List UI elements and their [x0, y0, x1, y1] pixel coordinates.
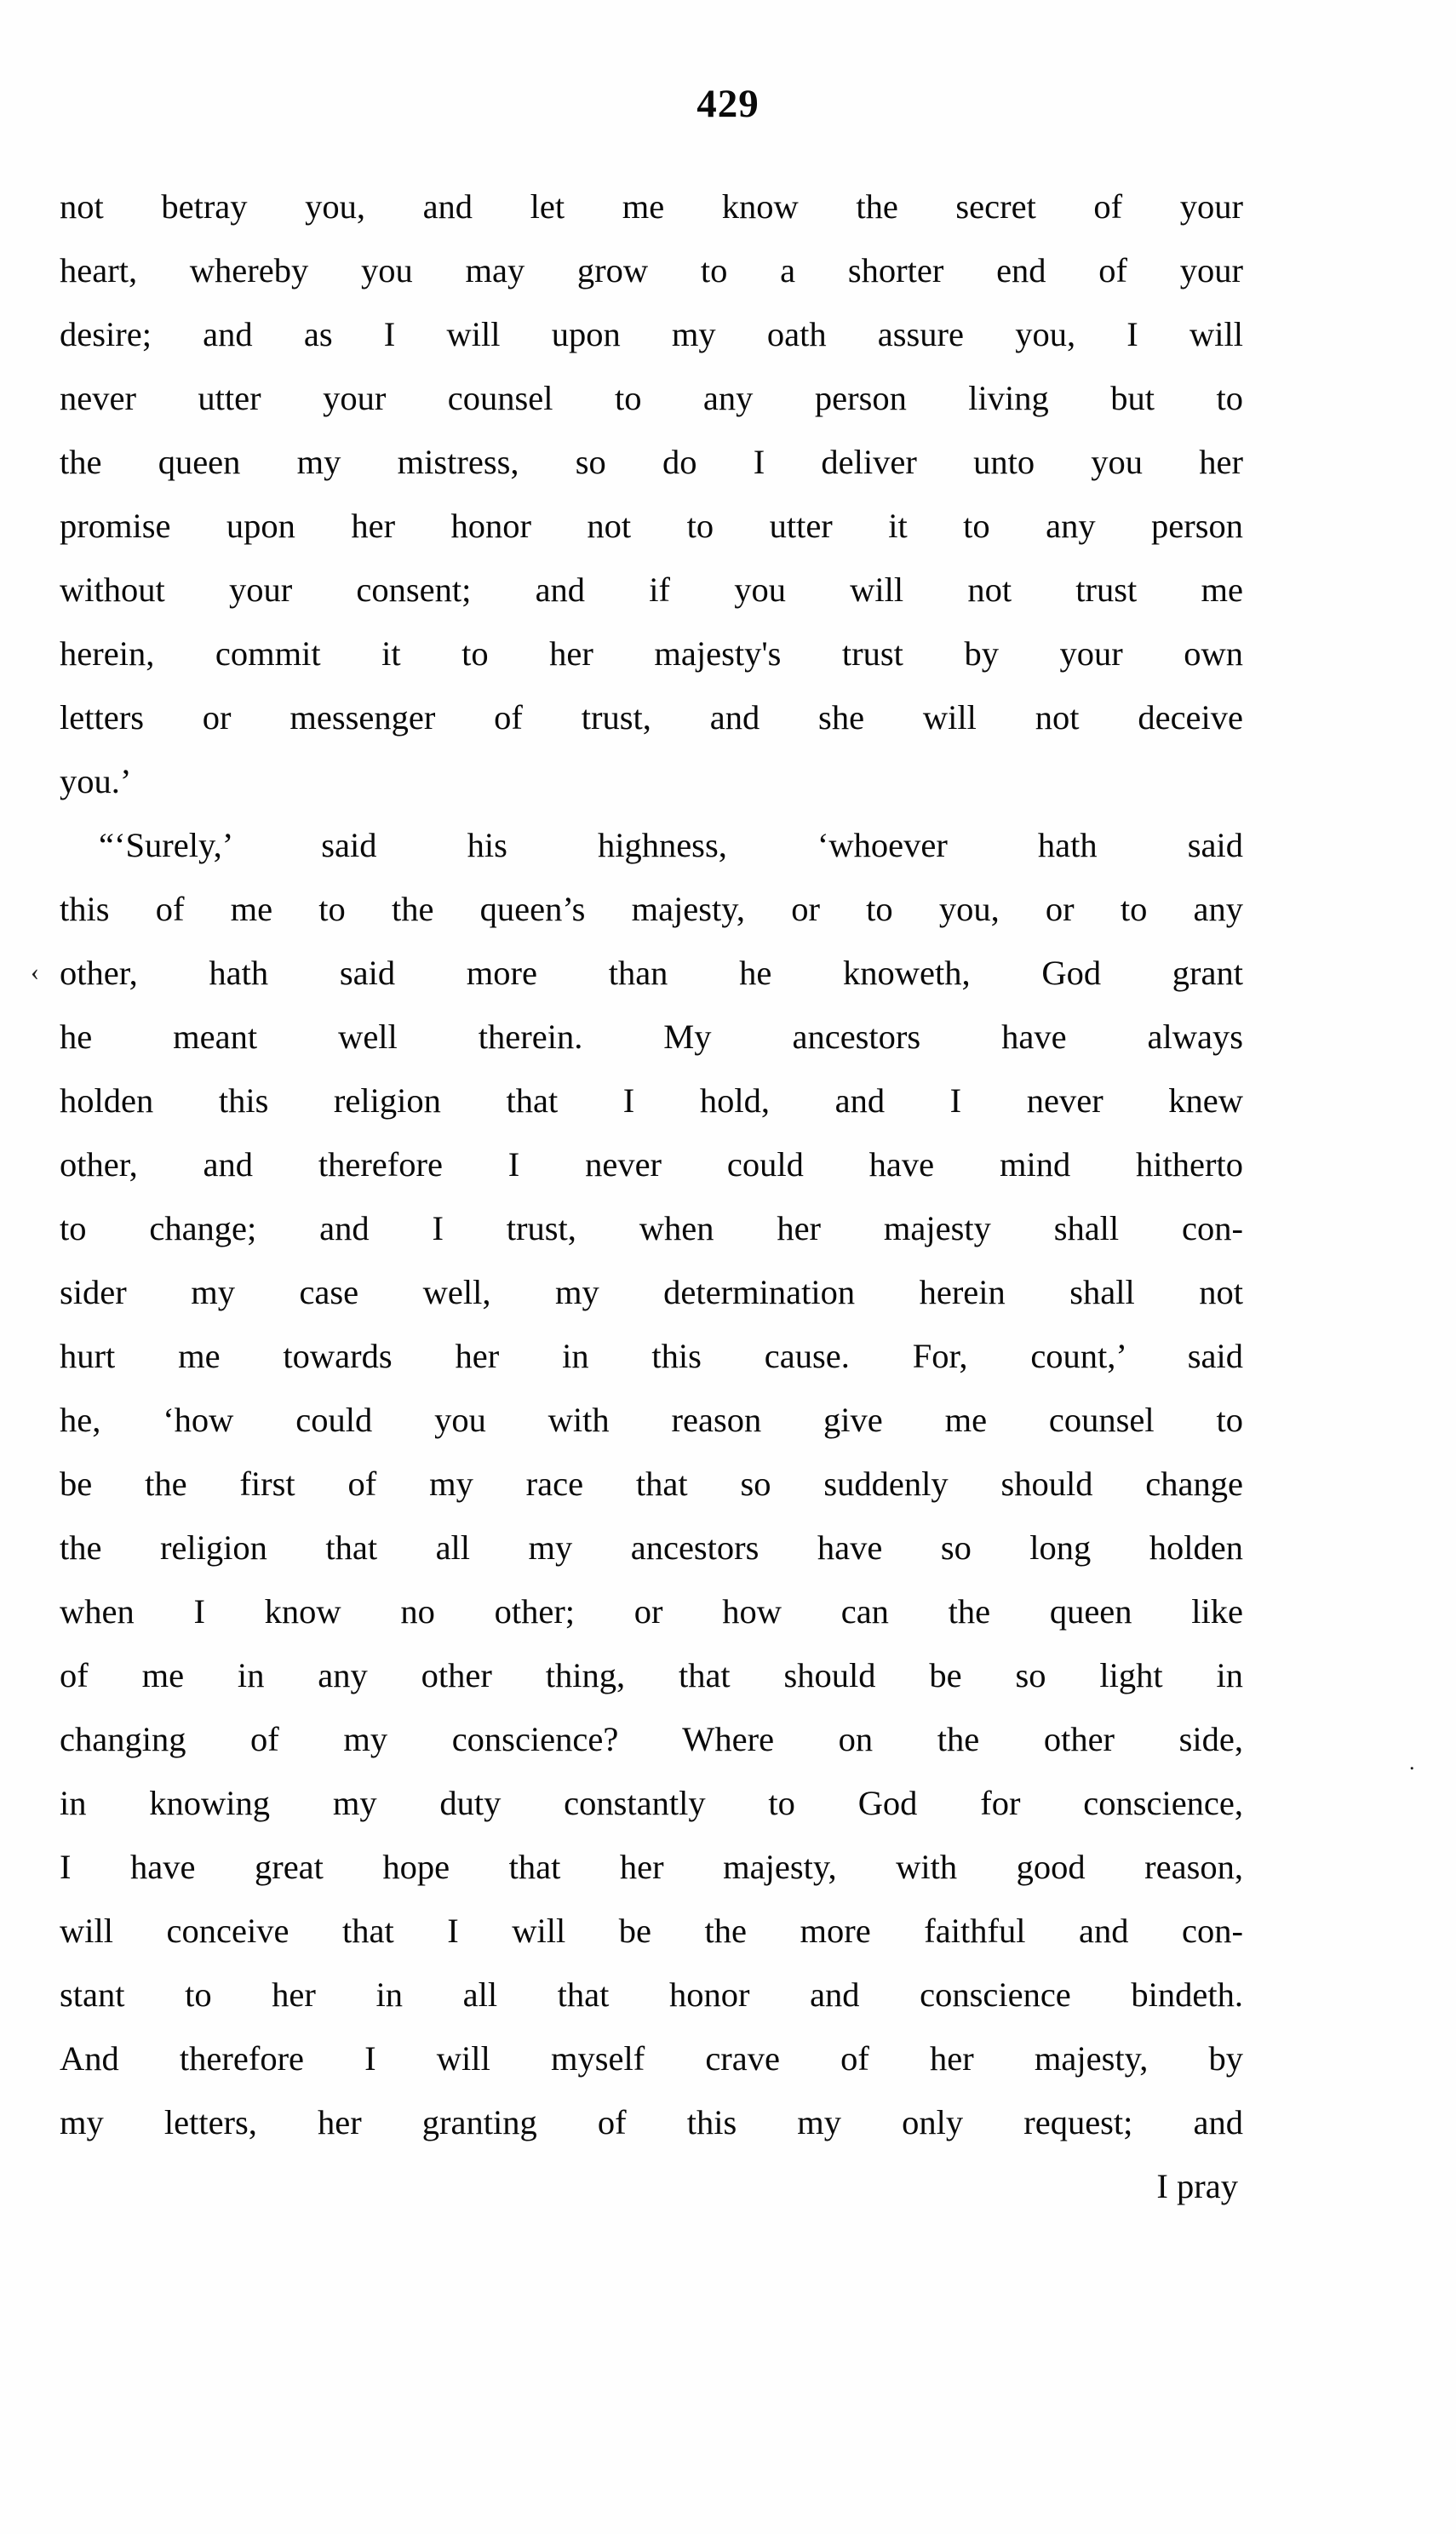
text-line: promise upon her honor not to utter it to any person [60, 507, 1243, 545]
catchword: I pray [1156, 2167, 1238, 2205]
text-line: without your consent; and if you will not trust me [60, 570, 1243, 609]
text-line: in knowing my duty constantly to God for conscience, [60, 1784, 1243, 1822]
text-line: desire; and as I will upon my oath assure you, I will [60, 315, 1243, 353]
text-line: sider my case well, my determination herein shall not [60, 1273, 1243, 1311]
text-line: to change; and I trust, when her majesty shall con- [60, 1209, 1243, 1247]
text-line: he meant well therein. My ancestors have always [60, 1018, 1243, 1056]
text-line: he, ‘how could you with reason give me counsel to [60, 1401, 1243, 1439]
page-number: 429 [696, 82, 760, 126]
text-line: changing of my conscience? Where on the other side, [60, 1720, 1243, 1758]
text-line: will conceive that I will be the more faithful and con- [60, 1912, 1243, 1950]
text-line: not betray you, and let me know the secret of your [60, 187, 1243, 226]
text-line: I have great hope that her majesty, with good reason, [60, 1848, 1243, 1886]
paragraph-2 [60, 813, 1243, 2218]
text-line: stant to her in all that honor and conscience bindeth. [60, 1975, 1243, 2014]
text-line: letters or messenger of trust, and she will not deceive [60, 698, 1243, 737]
text-line: And therefore I will myself crave of her majesty, by [60, 2039, 1243, 2078]
text-line: “‘Surely,’ said his highness, ‘whoever hath said [99, 826, 1243, 864]
text-line: never utter your counsel to any person living but to [60, 379, 1243, 417]
marginal-mark-right: . [1409, 1750, 1415, 1774]
text-line: be the first of my race that so suddenly should change [60, 1465, 1243, 1503]
text-line: herein, commit it to her majesty's trust by your own [60, 634, 1243, 673]
text-line: my letters, her granting of this my only request; and [60, 2103, 1243, 2141]
text-line: this of me to the queen’s majesty, or to you, or to any [60, 890, 1243, 928]
text-line: the queen my mistress, so do I deliver unto you her [60, 443, 1243, 481]
text-line: the religion that all my ancestors have so long holden [60, 1528, 1243, 1567]
body-text [60, 175, 1243, 2218]
text-line: of me in any other thing, that should be so light in [60, 1656, 1243, 1694]
text-line: other, hath said more than he knoweth, God grant [60, 954, 1243, 992]
marginal-mark-left: ‹ [31, 958, 39, 986]
text-line: heart, whereby you may grow to a shorter end of your [60, 251, 1243, 290]
text-line: other, and therefore I never could have mind hitherto [60, 1145, 1243, 1184]
paragraph-1 [60, 175, 1243, 813]
text-line: you.’ [60, 762, 132, 800]
text-line: hurt me towards her in this cause. For, count,’ said [60, 1337, 1243, 1375]
text-line: when I know no other; or how can the queen like [60, 1592, 1243, 1631]
text-line: holden this religion that I hold, and I never knew [60, 1081, 1243, 1120]
